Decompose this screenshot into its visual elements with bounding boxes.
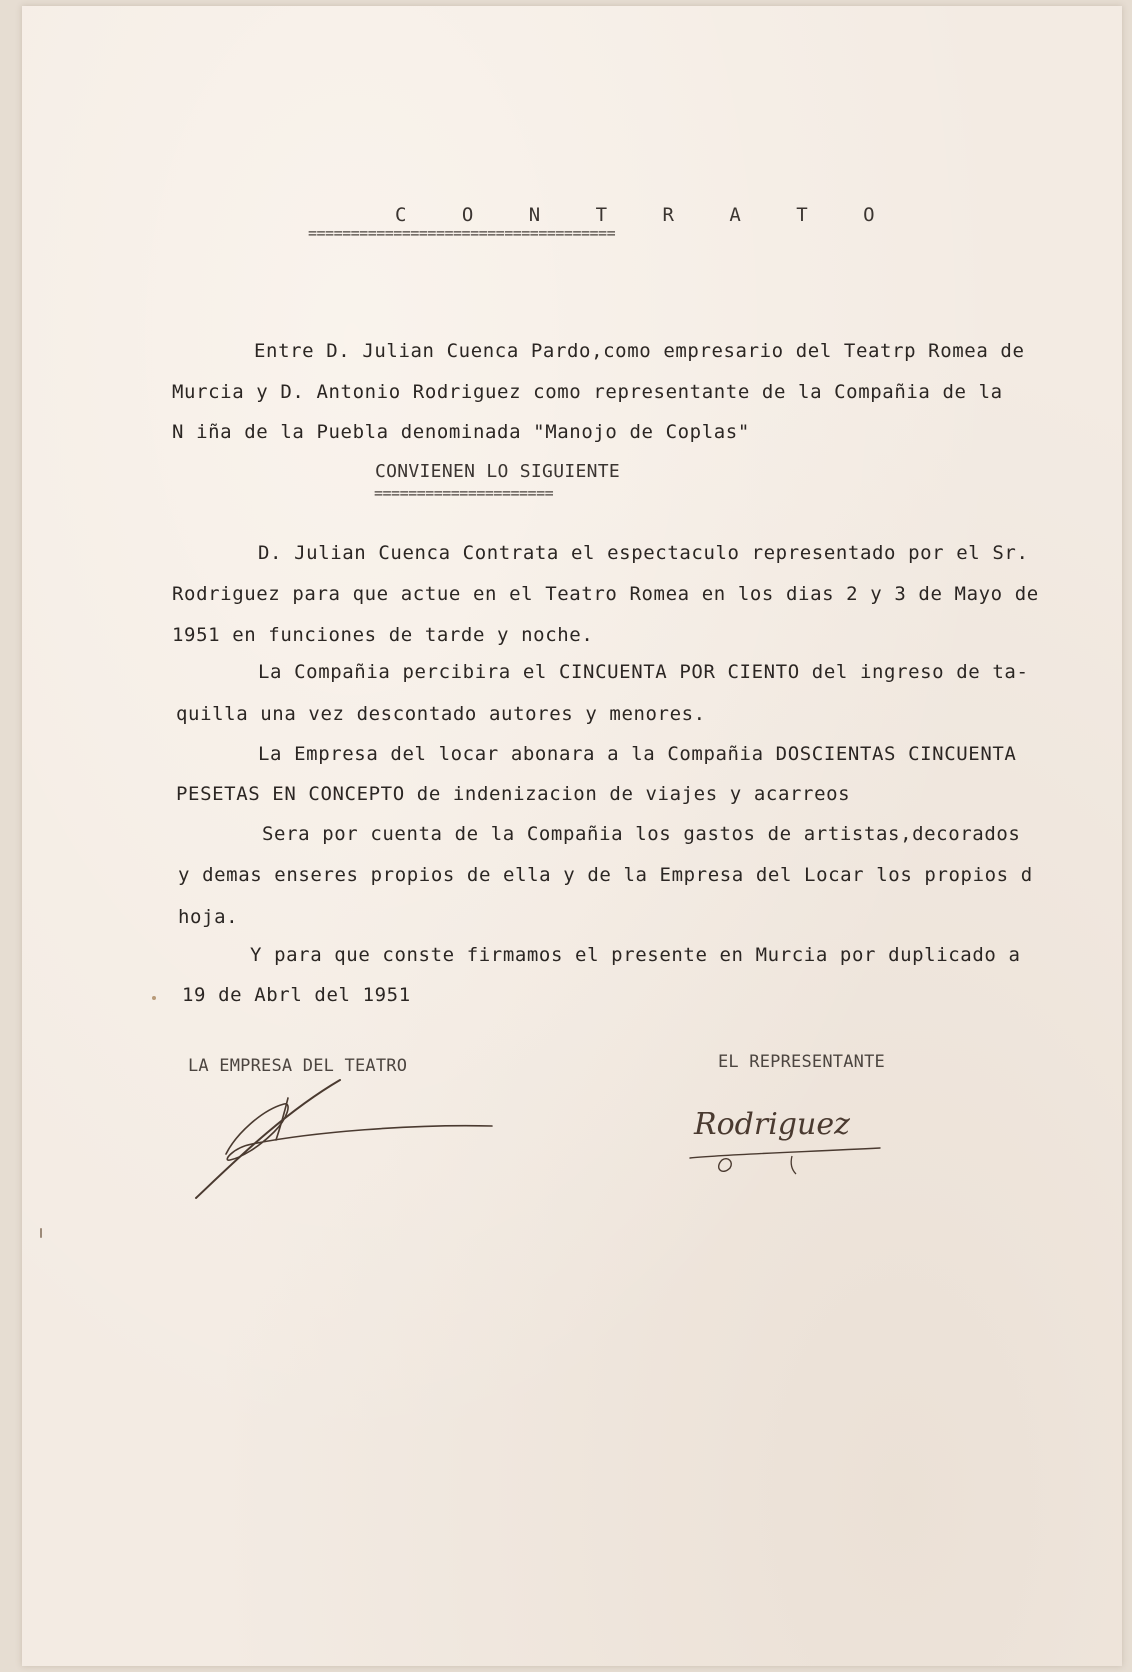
clause-2-line-1: La Compañia percibira el CINCUENTA POR CIENTO del ingreso de ta- <box>258 661 1029 683</box>
clause-2-line-2: quilla una vez descontado autores y menores. <box>176 703 706 725</box>
intro-line-3: N iña de la Puebla denominada "Manojo de Coplas" <box>172 421 750 443</box>
clause-1-line-2: Rodriguez para que actue en el Teatro Romea en los dias 2 y 3 de Mayo de <box>172 583 1039 605</box>
intro-line-1: Entre D. Julian Cuenca Pardo,como empresario del Teatrp Romea de <box>254 340 1025 362</box>
section-subtitle: CONVIENEN LO SIGUIENTE <box>375 461 621 482</box>
closing-date: 19 de Abrl del 1951 <box>182 984 411 1006</box>
contract-sheet <box>22 6 1122 1666</box>
clause-1-line-1: D. Julian Cuenca Contrata el espectaculo representado por el Sr. <box>258 542 1029 564</box>
clause-3-line-1: La Empresa del locar abonara a la Compañia DOSCIENTAS CINCUENTA <box>258 743 1017 765</box>
clause-4-line-1: Sera por cuenta de la Compañia los gastos de artistas,decorados <box>262 823 1021 845</box>
closing-line-1: Y para que conste firmamos el presente en Murcia por duplicado a <box>250 944 1021 966</box>
title-underline: ==================================== <box>308 226 616 241</box>
subtitle-underline: ===================== <box>374 486 554 501</box>
right-signature-text: Rodriguez <box>694 1107 850 1142</box>
right-signature-label: EL REPRESENTANTE <box>718 1052 885 1072</box>
clause-3-line-2: PESETAS EN CONCEPTO de indenizacion de viajes y acarreos <box>176 783 851 805</box>
intro-line-2: Murcia y D. Antonio Rodriguez como representante de la Compañia de la <box>172 381 1003 403</box>
paper-speck <box>152 996 156 1000</box>
clause-4-line-2: y demas enseres propios de ella y de la Empresa del Locar los propios d <box>178 864 1033 886</box>
right-signature-scrawl <box>682 1098 892 1178</box>
left-signature-scrawl <box>192 1074 512 1204</box>
document-title: C O N T R A T O <box>395 204 897 226</box>
clause-1-line-3: 1951 en funciones de tarde y noche. <box>172 624 594 646</box>
paper-mark <box>40 1228 42 1238</box>
clause-4-line-3: hoja. <box>178 906 239 928</box>
left-signature-label: LA EMPRESA DEL TEATRO <box>188 1056 408 1076</box>
